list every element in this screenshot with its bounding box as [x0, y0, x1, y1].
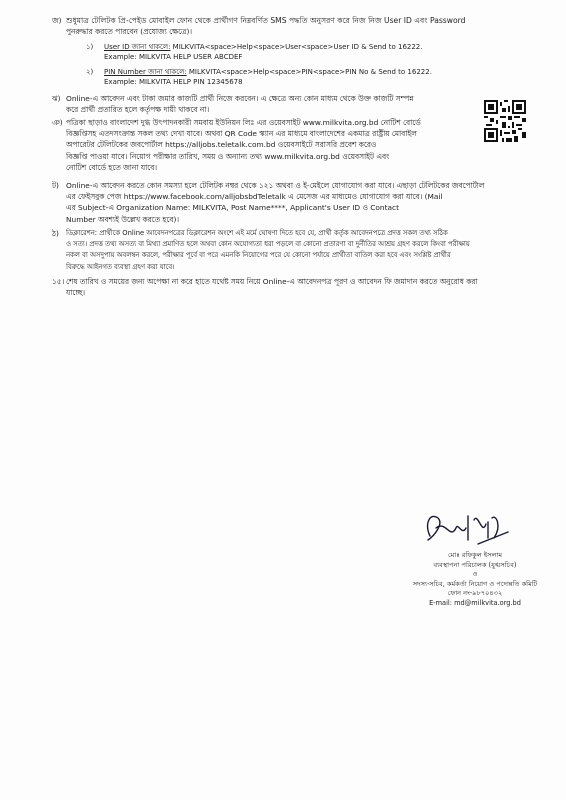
- item-number: ঞ): [52, 118, 63, 127]
- sms-instruction-pin: [86, 67, 514, 87]
- item-ta: [52, 180, 526, 225]
- item-line: বিজ্ঞপ্তিসহ এতদসংক্রান্ত সকল তথ্য দেখা যাবে। অথবা QR Code স্ক্যান এর মাধ্যমে বাংলাদেশের একমাত্র রাষ্ট্রীয় মোবাইল: [66, 129, 417, 139]
- item-line: পত্রিকা ছাড়াও বাংলাদেশ দুগ্ধ উৎপাদনকারী সমবায় ইউনিয়ন লিঃ এর ওয়েবসাইট www.milkvita.org.bd নোটিশ বোর্ডে: [66, 118, 421, 127]
- item-line: ডিক্লারেশন: প্রার্থীকে Online আবেদনপত্রের ডিক্লারেশন অংশে এই মর্মে ঘোষণা দিতে হবে যে, প্রার্থী কর্তৃক আবেদনপত্রে প্রদত্ত সকল তথ্য সঠিক: [66, 229, 448, 237]
- item-line: বিরুদ্ধে আইনগত ব্যবস্থা গ্রহণ করা যাবে।: [66, 262, 175, 271]
- email-address: E-mail: md@milkvita.org.bd: [429, 598, 521, 607]
- sms-label: User ID জানা থাকলে:: [104, 43, 171, 51]
- item-number: জ): [52, 16, 62, 25]
- item-line: নোটিশ বোর্ডে হতে জানা যাবে।: [66, 162, 157, 172]
- sms-example: Example: MILKVITA HELP PIN 12345678: [104, 78, 243, 87]
- phone-number: ফোন নং-৯৮৭০৪৩২: [447, 589, 503, 598]
- item-line: Online-এ আবেদন করতে কোন সমস্যা হলে টেলিটক নম্বর থেকে ১২১ অথবা ও ই-মেইলে যোগাযোগ করা যাবে। এছাড়া টেলিটকের জবপোর্টাল: [66, 181, 485, 190]
- item-line: এর ফেইসবুক পেজ https://www.facebook.com/alljobsbdTeletalk এ মেসেজ এর মাধ্যমেও যোগাযোগ করা যাবে। (Mail: [66, 192, 443, 202]
- item-15: [52, 276, 526, 298]
- item-line: যাচ্ছে।: [66, 288, 86, 298]
- item-number: ১৫।: [52, 277, 65, 286]
- item-line: অপারেটর টেলিটকের জবপোর্টাল https://alljobs.teletalk.com.bd ওয়েবসাইটে সরাসরি প্রবেশ করেও: [66, 140, 377, 150]
- signatory-designation: ব্যবস্থাপনা পরিচালক (যুগ্মসচিব): [433, 560, 517, 569]
- sms-format: MILKVITA<space>Help<space>User<space>User ID & Send to 16222.: [170, 43, 423, 51]
- sms-label: PIN Number জানা থাকলে:: [104, 68, 187, 76]
- sms-number: ২): [86, 68, 94, 76]
- item-line: এর Subject-এ Organization Name: MILKVITA, Post Name****, Applicant's User ID ও Contact: [66, 203, 399, 213]
- item-jha: [52, 93, 486, 115]
- signature-block: [380, 551, 566, 609]
- item-number: ঠ): [52, 229, 59, 238]
- signatory-name: মোঃ রফিকুল ইসলাম: [447, 551, 503, 559]
- item-line: নকল বা অসদুপায় অবলম্বন করলে, পরীক্ষার পূর্বে বা পরে এমনকি নিয়োগের পরে যে কোনো পর্যায়ে প্রার্থীতা বাতিল করা হবে এবং সংশ্লিষ্ট প্রার্থীর: [66, 251, 451, 260]
- item-line: করে প্রার্থী প্রতারিত হলে কর্তৃপক্ষ দায়ী থাকবে না।: [66, 105, 210, 115]
- item-nya: [52, 117, 476, 173]
- item-ja: [52, 15, 526, 37]
- committee-title: সদস্য-সচিব, কর্মকর্তা নিয়োগ ও পদোন্নতি কমিটি: [412, 579, 538, 588]
- qr-code-icon: [484, 100, 526, 142]
- item-line: Number অবশ্যই উল্লেখ করতে হবে)।: [66, 214, 180, 224]
- item-line: Online-এ আবেদন এবং টাকা জমার কাজটি প্রার্থী নিজে করবেন। এ ক্ষেত্রে অন্য কোন মাধ্যম থেকে উক্ত কাজটি সম্পন্ন: [66, 94, 414, 103]
- item-line: বিজ্ঞপ্তি পাওয়া যাবে। নিয়োগ পরীক্ষার তারিখ, সময় ও অন্যান্য তথ্য www.milkvita.org.bd ওয়েবসাইট এবং: [66, 151, 390, 161]
- conjunction-text: ও: [472, 570, 478, 579]
- item-tha: [52, 228, 526, 273]
- item-line: পুনরুদ্ধার করতে পারবেন (প্রযোজ্য ক্ষেত্রে)।: [66, 27, 193, 37]
- signature-image: [416, 506, 512, 548]
- item-line: শেষ তারিখ ও সময়ের জন্য অপেক্ষা না করে হাতে যথেষ্ট সময় নিয়ে Online-এ আবেদনপত্র পূরণ ও আবেদন ফি জমাদান করতে অনুরোধ করা: [66, 277, 478, 286]
- sms-format: MILKVITA<space>Help<space>PIN<space>PIN No & Send to 16222.: [186, 68, 432, 76]
- item-number: ট): [52, 181, 59, 190]
- sms-number: ১): [86, 43, 94, 51]
- item-line: ও সত্য। প্রদত্ত তথ্য অসত্য বা মিথ্যা প্রমাণিত হলে অথবা কোন অযোগ্যতা ধরা পড়লে বা কোনো প্রতারণা বা দুর্নীতির আশ্রয় গ্রহণ করলে কিংবা পরীক্ষায়: [66, 240, 470, 249]
- sms-example: Example: MILKVITA HELP USER ABCDEF: [104, 53, 243, 62]
- item-line: শুধুমাত্র টেলিটক প্রি-পেইড মোবাইল ফোন থেকে প্রার্থীগণ নিম্নবর্ণিত SMS পদ্ধতি অনুসরণ করে নিজ নিজ User ID এবং Password: [66, 16, 466, 25]
- item-number: ঝ): [52, 94, 61, 103]
- sms-instruction-user-id: [86, 42, 514, 62]
